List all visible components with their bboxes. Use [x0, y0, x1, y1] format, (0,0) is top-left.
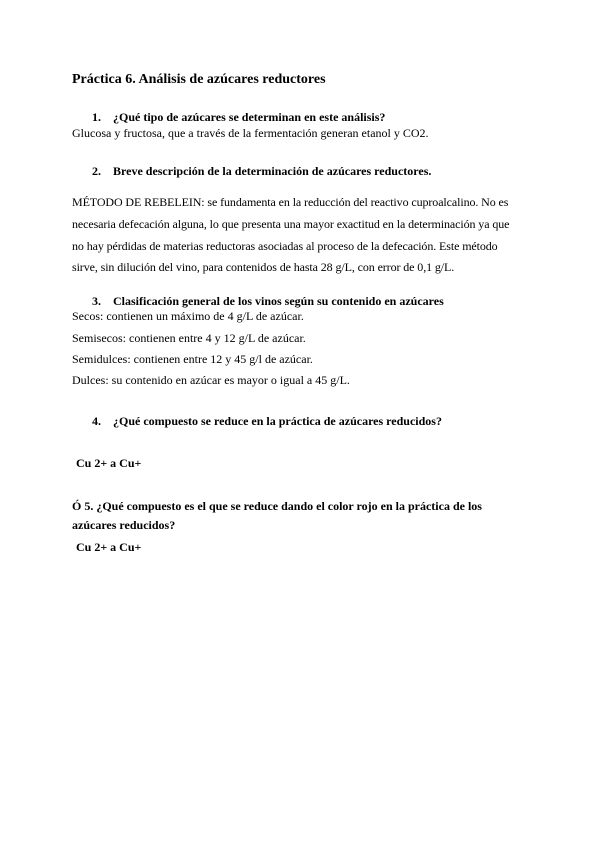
answer-5-text: Cu 2+ a Cu+ — [76, 540, 142, 554]
question-4-heading — [92, 414, 442, 429]
page-title: Práctica 6. Análisis de azúcares reductores — [72, 72, 326, 87]
answer-2-line-1: MÉTODO DE REBELEIN: se fundamenta en la reducción del reactivo cuproalcalino. No es — [72, 195, 509, 209]
question-4-number: 4. — [92, 414, 101, 428]
answer-2-line-3: no hay pérdidas de materias reductoras asociadas al proceso de la defecación. Este método — [72, 239, 498, 253]
answer-4-text: Cu 2+ a Cu+ — [76, 456, 142, 470]
list-item-semidulces: Semidulces: contienen entre 12 y 45 g/l de azúcar. — [72, 352, 313, 366]
question-2-number: 2. — [92, 164, 101, 178]
question-3-heading — [92, 294, 444, 309]
question-4-text: ¿Qué compuesto se reduce en la práctica de azúcares reducidos? — [113, 414, 442, 428]
list-item-semisecos: Semisecos: contienen entre 4 y 12 g/L de azúcar. — [72, 331, 306, 345]
list-item-secos: Secos: contienen un máximo de 4 g/L de azúcar. — [72, 309, 304, 323]
question-2-heading — [92, 164, 431, 179]
question-5-line-2: azúcares reducidos? — [72, 518, 176, 532]
question-3-text: Clasificación general de los vinos según su contenido en azúcares — [113, 294, 444, 308]
question-3-number: 3. — [92, 294, 101, 308]
question-1-text: ¿Qué tipo de azúcares se determinan en este análisis? — [113, 110, 386, 124]
answer-1-text: Glucosa y fructosa, que a través de la fermentación generan etanol y CO2. — [72, 126, 429, 140]
question-1-heading — [92, 110, 385, 125]
answer-2-line-2: necesaria defecación alguna, lo que presenta una mayor exactitud en la determinación ya que — [72, 217, 510, 231]
question-2-text: Breve descripción de la determinación de azúcares reductores. — [113, 164, 432, 178]
question-5-line-1: Ó 5. ¿Qué compuesto es el que se reduce dando el color rojo en la práctica de los — [72, 499, 482, 513]
question-1-number: 1. — [92, 110, 101, 124]
answer-2-line-4: sirve, sin dilución del vino, para contenidos de hasta 28 g/L, con error de 0,1 g/L. — [72, 260, 455, 274]
list-item-dulces: Dulces: su contenido en azúcar es mayor o igual a 45 g/L. — [72, 373, 350, 387]
